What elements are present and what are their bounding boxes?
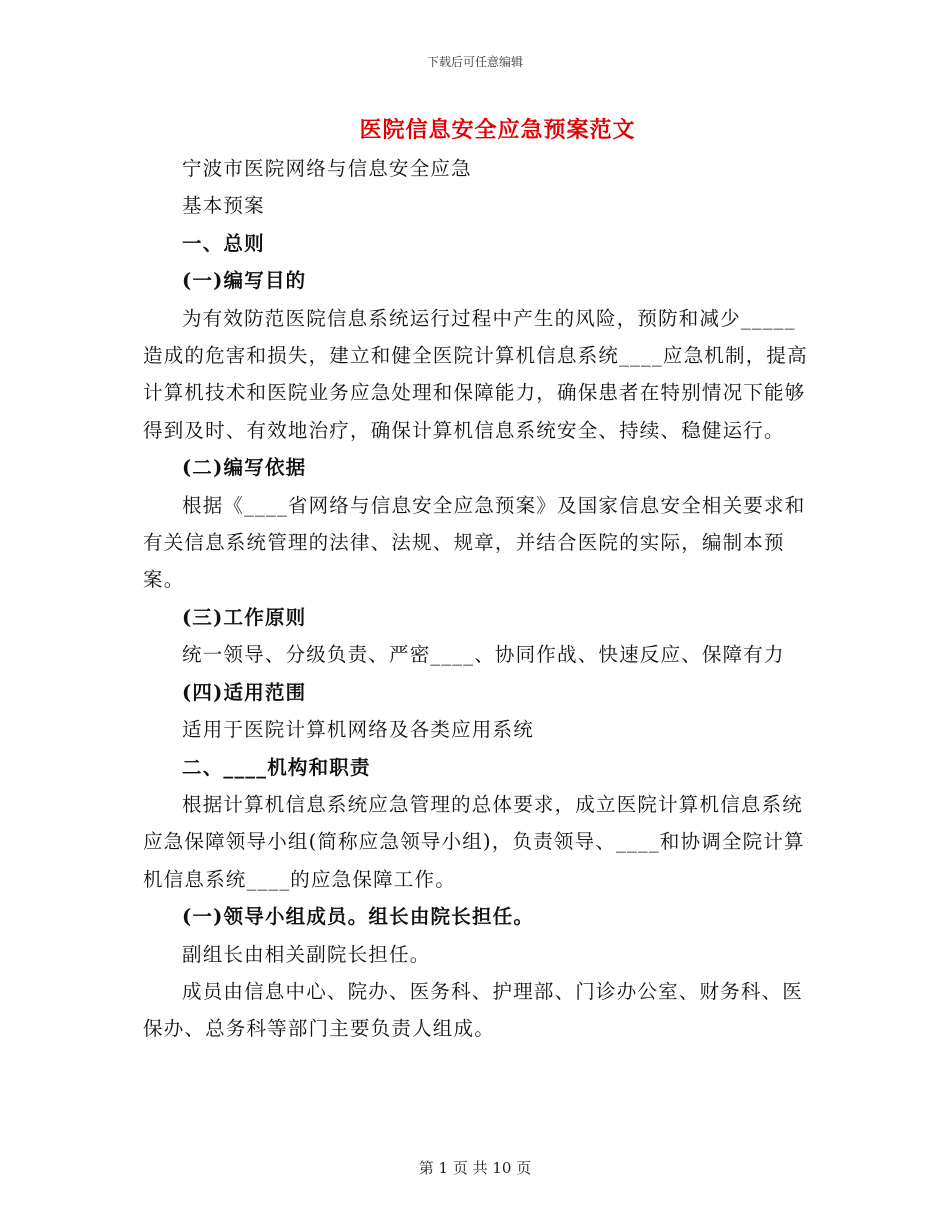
- header-note: 下载后可任意编辑: [426, 55, 523, 69]
- paragraph-org-name: 宁波市医院网络与信息安全应急: [182, 157, 472, 180]
- section-heading-organization: 二、____机构和职责: [182, 755, 371, 779]
- subheading-scope: (四)适用范围: [182, 680, 307, 704]
- page-number: 第 1 页 共 10 页: [418, 1159, 532, 1177]
- paragraph-basis: 根据《____省网络与信息安全应急预案》及国家信息安全相关要求和有关信息系统管理的法律、法规、规章，并结合医院的实际，编制本预案。: [143, 493, 806, 592]
- subheading-principles: (三)工作原则: [182, 605, 307, 629]
- paragraph-organization: 根据计算机信息系统应急管理的总体要求，成立医院计算机信息系统应急保障领导小组(简称应急领导小组)，负责领导、____和协调全院计算机信息系统____的应急保障工作。: [143, 792, 805, 891]
- section-heading-general: 一、总则: [182, 231, 265, 255]
- subheading-purpose: (一)编写目的: [182, 269, 307, 293]
- subheading-leadership-group: (一)领导小组成员。组长由院长担任。: [182, 905, 535, 929]
- paragraph-plan-type: 基本预案: [182, 194, 265, 218]
- subheading-basis: (二)编写依据: [182, 456, 307, 480]
- paragraph-scope: 适用于医院计算机网络及各类应用系统: [182, 718, 534, 742]
- paragraph-deputy-leader: 副组长由相关副院长担任。: [182, 942, 431, 966]
- paragraph-principles: 统一领导、分级负责、严密____、协同作战、快速反应、保障有力: [182, 643, 785, 667]
- paragraph-members: 成员由信息中心、院办、医务科、护理部、门诊办公室、财务科、医保办、总务科等部门主要负责人组成。: [143, 979, 804, 1041]
- document-body: [143, 150, 808, 1048]
- document-title: 医院信息安全应急预案范文: [359, 117, 636, 143]
- paragraph-purpose: 为有效防范医院信息系统运行过程中产生的风险，预防和减少_____造成的危害和损失，建立和健全医院计算机信息系统____应急机制，提高计算机技术和医院业务应急处理和保障能力，确保患者在特别情况下能够得到及时、有效地治疗，确保计算机信息系统安全、持续、稳健运行。: [143, 306, 808, 442]
